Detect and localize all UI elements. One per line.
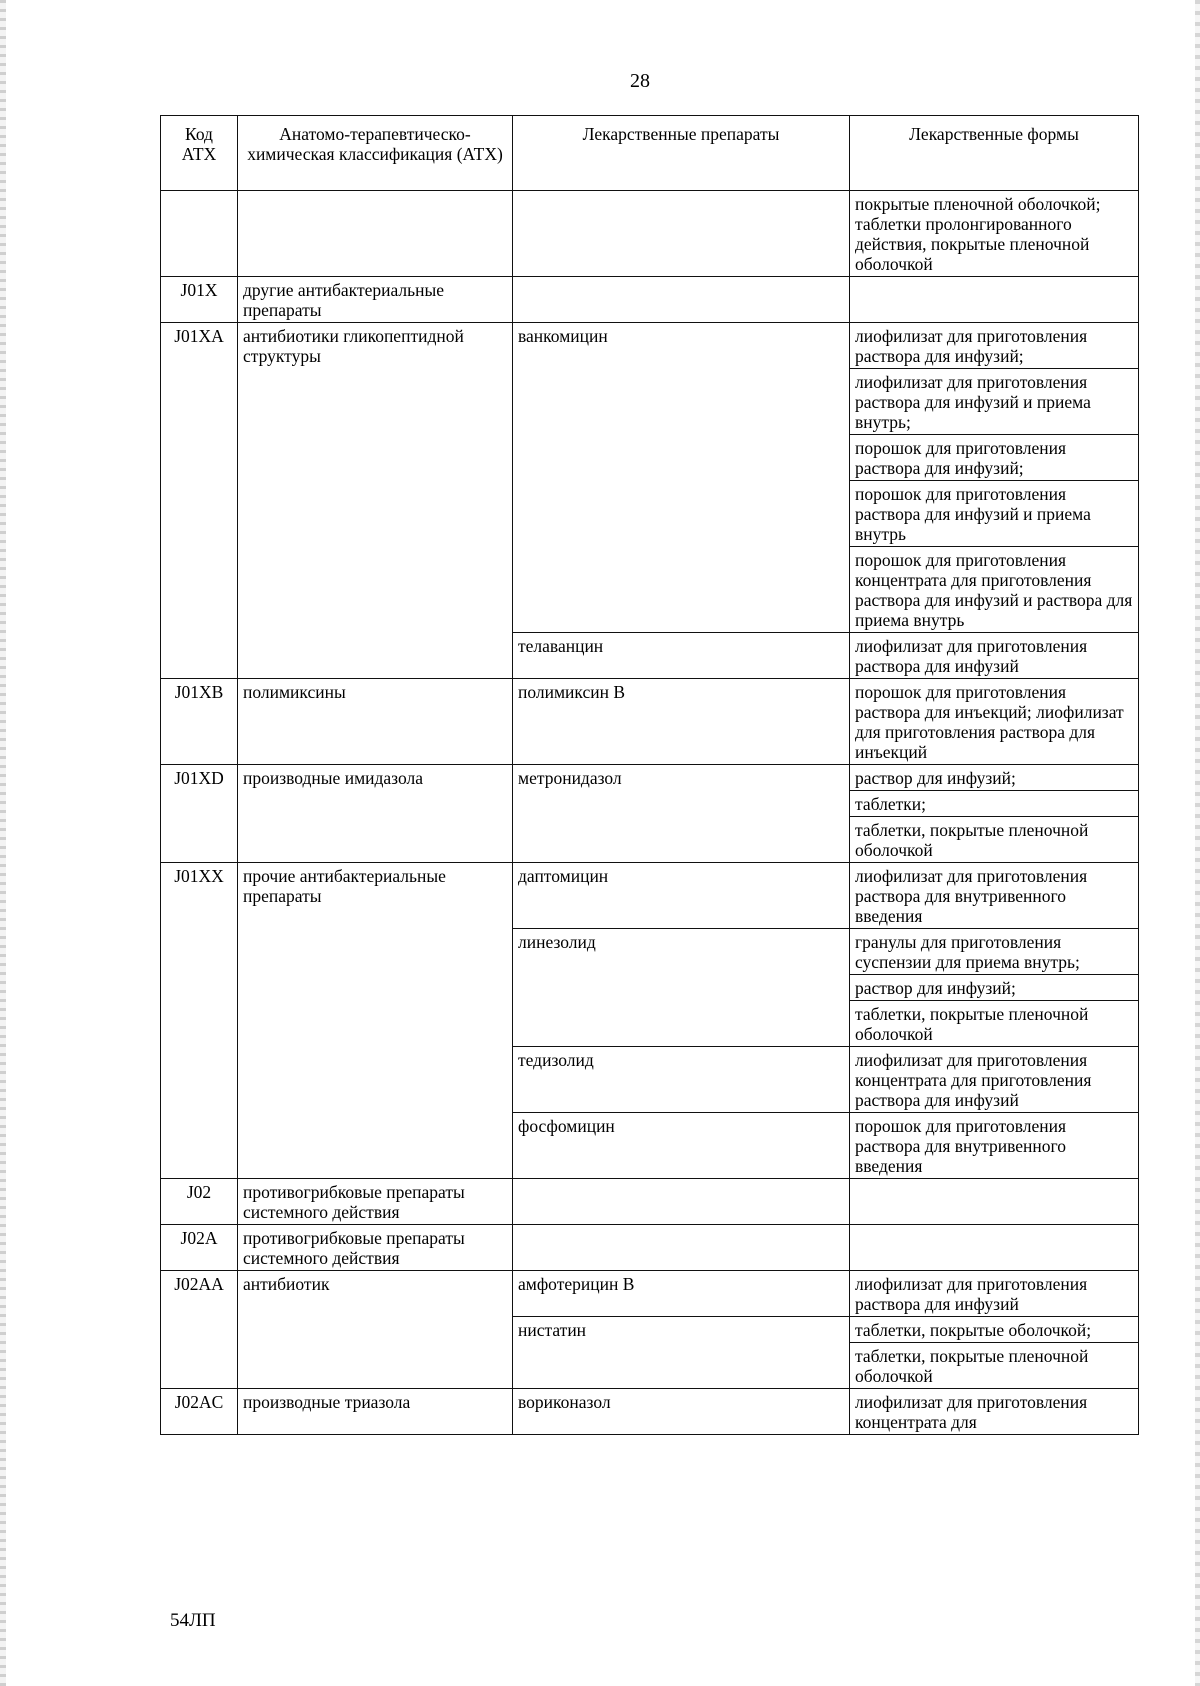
- code-cell: J01XB: [161, 679, 238, 765]
- class-cell: прочие антибактериальные препараты: [238, 863, 513, 1179]
- table-row: [161, 1271, 1139, 1317]
- drug-cell: ванкомицин: [513, 323, 850, 633]
- header-drugs: Лекарственные препараты: [513, 116, 850, 191]
- drug-cell: [513, 277, 850, 323]
- scan-right-edge: [1195, 0, 1200, 1686]
- form-cell: порошок для приготовления раствора для внутривенного введения: [850, 1113, 1139, 1179]
- table-row: [161, 765, 1139, 791]
- form-cell: таблетки, покрытые пленочной оболочкой: [850, 817, 1139, 863]
- class-cell: противогрибковые препараты системного действия: [238, 1225, 513, 1271]
- form-cell: лиофилизат для приготовления концентрата для: [850, 1389, 1139, 1435]
- drug-cell: фосфомицин: [513, 1113, 850, 1179]
- drug-cell: даптомицин: [513, 863, 850, 929]
- scan-left-edge: [0, 0, 6, 1686]
- class-cell: производные имидазола: [238, 765, 513, 863]
- form-cell: раствор для инфузий;: [850, 765, 1139, 791]
- form-cell: таблетки, покрытые оболочкой;: [850, 1317, 1139, 1343]
- drug-cell: амфотерицин В: [513, 1271, 850, 1317]
- drug-cell: [513, 191, 850, 277]
- code-cell: J02A: [161, 1225, 238, 1271]
- class-cell: антибиотики гликопептидной структуры: [238, 323, 513, 679]
- form-cell: покрытые пленочной оболочкой; таблетки пролонгированного действия, покрытые пленочной оболочкой: [850, 191, 1139, 277]
- code-cell: J01XD: [161, 765, 238, 863]
- table-row: [161, 863, 1139, 929]
- table-row: [161, 1389, 1139, 1435]
- code-cell: J01XX: [161, 863, 238, 1179]
- code-cell: J02: [161, 1179, 238, 1225]
- atc-drug-table: [160, 115, 1139, 1435]
- form-cell: гранулы для приготовления суспензии для приема внутрь;: [850, 929, 1139, 975]
- header-forms: Лекарственные формы: [850, 116, 1139, 191]
- code-cell: J01X: [161, 277, 238, 323]
- drug-cell: метронидазол: [513, 765, 850, 863]
- header-code: Код АТХ: [161, 116, 238, 191]
- form-cell: [850, 277, 1139, 323]
- form-cell: [850, 1179, 1139, 1225]
- form-cell: порошок для приготовления раствора для инфузий и приема внутрь: [850, 481, 1139, 547]
- class-cell: производные триазола: [238, 1389, 513, 1435]
- code-cell: J01XA: [161, 323, 238, 679]
- form-cell: лиофилизат для приготовления раствора для инфузий: [850, 1271, 1139, 1317]
- drug-cell: вориконазол: [513, 1389, 850, 1435]
- form-cell: таблетки, покрытые пленочной оболочкой: [850, 1001, 1139, 1047]
- drug-cell: телаванцин: [513, 633, 850, 679]
- form-cell: лиофилизат для приготовления раствора для инфузий;: [850, 323, 1139, 369]
- form-cell: лиофилизат для приготовления раствора для инфузий: [850, 633, 1139, 679]
- form-cell: раствор для инфузий;: [850, 975, 1139, 1001]
- form-cell: лиофилизат для приготовления раствора для внутривенного введения: [850, 863, 1139, 929]
- code-cell: J02AC: [161, 1389, 238, 1435]
- form-cell: лиофилизат для приготовления концентрата для приготовления раствора для инфузий: [850, 1047, 1139, 1113]
- drug-cell: нистатин: [513, 1317, 850, 1389]
- document-code: 54ЛП: [170, 1610, 216, 1631]
- form-cell: лиофилизат для приготовления раствора для инфузий и приема внутрь;: [850, 369, 1139, 435]
- table-row: [161, 277, 1139, 323]
- table-row: [161, 1179, 1139, 1225]
- drug-cell: [513, 1225, 850, 1271]
- code-cell: J02AA: [161, 1271, 238, 1389]
- table-row: [161, 679, 1139, 765]
- drug-cell: полимиксин В: [513, 679, 850, 765]
- form-cell: порошок для приготовления концентрата для приготовления раствора для инфузий и раствора для приема внутрь: [850, 547, 1139, 633]
- class-cell: антибиотик: [238, 1271, 513, 1389]
- drug-cell: тедизолид: [513, 1047, 850, 1113]
- table-row: [161, 1225, 1139, 1271]
- drug-cell: линезолид: [513, 929, 850, 1047]
- page-number: 28: [630, 70, 650, 92]
- class-cell: полимиксины: [238, 679, 513, 765]
- table-header-row: [161, 116, 1139, 191]
- table-row: [161, 323, 1139, 369]
- table-row: [161, 191, 1139, 277]
- form-cell: таблетки;: [850, 791, 1139, 817]
- form-cell: порошок для приготовления раствора для инъекций; лиофилизат для приготовления раствора для инъекций: [850, 679, 1139, 765]
- drug-cell: [513, 1179, 850, 1225]
- code-cell: [161, 191, 238, 277]
- form-cell: порошок для приготовления раствора для инфузий;: [850, 435, 1139, 481]
- form-cell: таблетки, покрытые пленочной оболочкой: [850, 1343, 1139, 1389]
- class-cell: другие антибактериальные препараты: [238, 277, 513, 323]
- class-cell: [238, 191, 513, 277]
- form-cell: [850, 1225, 1139, 1271]
- header-classification: Анатомо-терапевтическо-химическая классификация (АТХ): [238, 116, 513, 191]
- class-cell: противогрибковые препараты системного действия: [238, 1179, 513, 1225]
